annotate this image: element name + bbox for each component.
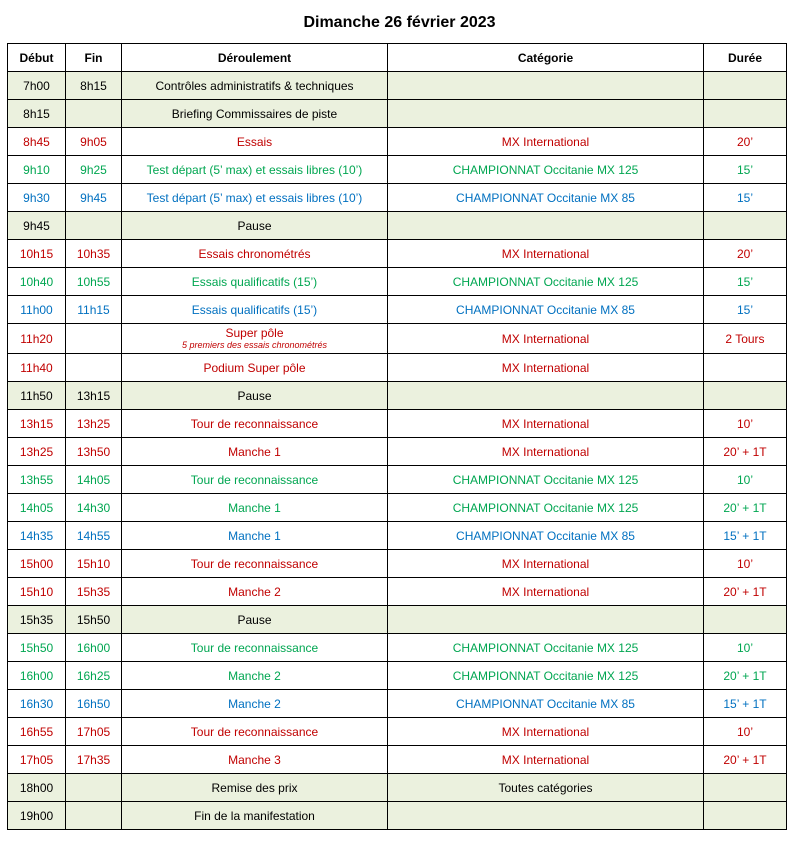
table-row <box>8 438 787 466</box>
cell-categorie <box>388 606 704 634</box>
table-row <box>8 240 787 268</box>
cell-fin: 17h05 <box>66 718 122 746</box>
cell-duree: 20’ + 1T <box>704 662 787 690</box>
cell-categorie: CHAMPIONNAT Occitanie MX 125 <box>388 662 704 690</box>
cell-debut: 15h50 <box>8 634 66 662</box>
cell-debut: 14h35 <box>8 522 66 550</box>
cell-deroulement: Briefing Commissaires de piste <box>122 100 388 128</box>
cell-duree: 15’ <box>704 268 787 296</box>
cell-deroulement: Podium Super pôle <box>122 354 388 382</box>
cell-deroulement: Manche 3 <box>122 746 388 774</box>
table-row <box>8 550 787 578</box>
header-fin: Fin <box>66 44 122 72</box>
cell-fin <box>66 354 122 382</box>
cell-debut: 10h15 <box>8 240 66 268</box>
cell-debut: 15h35 <box>8 606 66 634</box>
header-duree: Durée <box>704 44 787 72</box>
cell-debut: 11h40 <box>8 354 66 382</box>
cell-fin <box>66 212 122 240</box>
cell-duree <box>704 774 787 802</box>
cell-categorie: MX International <box>388 718 704 746</box>
cell-fin: 10h35 <box>66 240 122 268</box>
cell-duree: 15’ + 1T <box>704 522 787 550</box>
cell-debut: 11h20 <box>8 324 66 354</box>
cell-categorie <box>388 72 704 100</box>
cell-debut: 13h55 <box>8 466 66 494</box>
cell-duree <box>704 72 787 100</box>
cell-categorie: Toutes catégories <box>388 774 704 802</box>
cell-duree: 10’ <box>704 466 787 494</box>
table-row <box>8 72 787 100</box>
deroulement-label: Super pôle <box>225 326 284 340</box>
cell-fin: 9h05 <box>66 128 122 156</box>
cell-deroulement: Test départ (5’ max) et essais libres (10’) <box>122 156 388 184</box>
schedule-table <box>7 43 787 830</box>
cell-debut: 17h05 <box>8 746 66 774</box>
cell-categorie: MX International <box>388 410 704 438</box>
cell-categorie: CHAMPIONNAT Occitanie MX 125 <box>388 156 704 184</box>
cell-deroulement: Tour de reconnaissance <box>122 718 388 746</box>
cell-debut: 15h00 <box>8 550 66 578</box>
cell-debut: 8h45 <box>8 128 66 156</box>
cell-categorie <box>388 212 704 240</box>
cell-duree: 20’ + 1T <box>704 438 787 466</box>
table-row <box>8 156 787 184</box>
table-row <box>8 494 787 522</box>
cell-categorie: CHAMPIONNAT Occitanie MX 125 <box>388 466 704 494</box>
table-row <box>8 634 787 662</box>
cell-deroulement: Manche 1 <box>122 522 388 550</box>
cell-duree: 20’ + 1T <box>704 494 787 522</box>
cell-deroulement: Remise des prix <box>122 774 388 802</box>
cell-deroulement: Manche 2 <box>122 662 388 690</box>
cell-fin: 13h25 <box>66 410 122 438</box>
cell-deroulement: Pause <box>122 382 388 410</box>
cell-debut: 19h00 <box>8 802 66 830</box>
cell-categorie: MX International <box>388 438 704 466</box>
cell-fin: 15h10 <box>66 550 122 578</box>
header-deroulement: Déroulement <box>122 44 388 72</box>
cell-duree: 20’ <box>704 128 787 156</box>
cell-categorie: MX International <box>388 128 704 156</box>
cell-deroulement: Tour de reconnaissance <box>122 466 388 494</box>
cell-deroulement: Essais qualificatifs (15’) <box>122 268 388 296</box>
table-row <box>8 128 787 156</box>
cell-categorie: CHAMPIONNAT Occitanie MX 125 <box>388 268 704 296</box>
cell-deroulement: Contrôles administratifs & techniques <box>122 72 388 100</box>
table-row <box>8 354 787 382</box>
table-row <box>8 746 787 774</box>
table-header-row <box>8 44 787 72</box>
cell-deroulement: Essais qualificatifs (15’) <box>122 296 388 324</box>
cell-deroulement: Manche 2 <box>122 690 388 718</box>
cell-duree: 20’ <box>704 240 787 268</box>
cell-fin: 14h30 <box>66 494 122 522</box>
cell-duree: 10’ <box>704 410 787 438</box>
cell-categorie: CHAMPIONNAT Occitanie MX 85 <box>388 184 704 212</box>
cell-categorie: MX International <box>388 746 704 774</box>
cell-duree <box>704 100 787 128</box>
cell-debut: 10h40 <box>8 268 66 296</box>
cell-categorie: CHAMPIONNAT Occitanie MX 125 <box>388 494 704 522</box>
cell-categorie: MX International <box>388 550 704 578</box>
cell-categorie: CHAMPIONNAT Occitanie MX 85 <box>388 522 704 550</box>
cell-duree <box>704 802 787 830</box>
cell-categorie: CHAMPIONNAT Occitanie MX 85 <box>388 296 704 324</box>
cell-deroulement: Manche 1 <box>122 438 388 466</box>
table-row <box>8 578 787 606</box>
cell-duree <box>704 354 787 382</box>
table-row <box>8 662 787 690</box>
cell-debut: 18h00 <box>8 774 66 802</box>
table-row <box>8 296 787 324</box>
cell-fin: 16h50 <box>66 690 122 718</box>
cell-duree: 10’ <box>704 634 787 662</box>
cell-fin <box>66 774 122 802</box>
cell-fin: 15h50 <box>66 606 122 634</box>
cell-duree <box>704 606 787 634</box>
cell-fin: 8h15 <box>66 72 122 100</box>
cell-debut: 13h25 <box>8 438 66 466</box>
cell-categorie <box>388 100 704 128</box>
table-row <box>8 410 787 438</box>
cell-duree: 15’ <box>704 184 787 212</box>
cell-debut: 8h15 <box>8 100 66 128</box>
cell-categorie: MX International <box>388 578 704 606</box>
cell-duree: 20’ + 1T <box>704 746 787 774</box>
cell-debut: 13h15 <box>8 410 66 438</box>
cell-duree: 10’ <box>704 718 787 746</box>
cell-categorie: MX International <box>388 240 704 268</box>
cell-deroulement: Fin de la manifestation <box>122 802 388 830</box>
cell-fin: 17h35 <box>66 746 122 774</box>
cell-fin: 13h15 <box>66 382 122 410</box>
table-row <box>8 184 787 212</box>
cell-fin: 14h55 <box>66 522 122 550</box>
cell-fin <box>66 100 122 128</box>
deroulement-note: 5 premiers des essais chronométrés <box>181 340 328 350</box>
cell-fin: 11h15 <box>66 296 122 324</box>
table-row <box>8 802 787 830</box>
cell-deroulement <box>122 324 388 354</box>
cell-debut: 11h00 <box>8 296 66 324</box>
page-title: Dimanche 26 février 2023 <box>303 14 496 31</box>
cell-fin: 14h05 <box>66 466 122 494</box>
cell-duree <box>704 212 787 240</box>
table-row <box>8 522 787 550</box>
table-row <box>8 606 787 634</box>
table-row <box>8 718 787 746</box>
table-row <box>8 100 787 128</box>
header-debut: Début <box>8 44 66 72</box>
cell-deroulement: Tour de reconnaissance <box>122 550 388 578</box>
table-row <box>8 212 787 240</box>
table-row <box>8 268 787 296</box>
table-row <box>8 690 787 718</box>
cell-duree <box>704 382 787 410</box>
cell-fin <box>66 324 122 354</box>
cell-debut: 7h00 <box>8 72 66 100</box>
cell-fin: 9h45 <box>66 184 122 212</box>
cell-duree: 15’ + 1T <box>704 690 787 718</box>
cell-fin <box>66 802 122 830</box>
cell-duree: 15’ <box>704 296 787 324</box>
table-row <box>8 382 787 410</box>
cell-debut: 14h05 <box>8 494 66 522</box>
cell-deroulement: Test départ (5’ max) et essais libres (10’) <box>122 184 388 212</box>
header-categorie: Catégorie <box>388 44 704 72</box>
cell-fin: 15h35 <box>66 578 122 606</box>
cell-duree: 10’ <box>704 550 787 578</box>
cell-debut: 16h00 <box>8 662 66 690</box>
cell-debut: 16h55 <box>8 718 66 746</box>
cell-categorie: CHAMPIONNAT Occitanie MX 85 <box>388 690 704 718</box>
cell-deroulement: Essais <box>122 128 388 156</box>
cell-deroulement: Pause <box>122 212 388 240</box>
cell-fin: 13h50 <box>66 438 122 466</box>
table-row <box>8 774 787 802</box>
cell-deroulement: Tour de reconnaissance <box>122 634 388 662</box>
cell-duree: 15’ <box>704 156 787 184</box>
cell-debut: 9h30 <box>8 184 66 212</box>
cell-fin: 9h25 <box>66 156 122 184</box>
cell-debut: 11h50 <box>8 382 66 410</box>
cell-categorie: MX International <box>388 324 704 354</box>
cell-debut: 15h10 <box>8 578 66 606</box>
cell-duree: 20’ + 1T <box>704 578 787 606</box>
cell-duree: 2 Tours <box>704 324 787 354</box>
cell-debut: 9h10 <box>8 156 66 184</box>
cell-categorie: MX International <box>388 354 704 382</box>
cell-debut: 9h45 <box>8 212 66 240</box>
cell-deroulement: Pause <box>122 606 388 634</box>
cell-deroulement: Tour de reconnaissance <box>122 410 388 438</box>
schedule-body <box>8 72 787 830</box>
cell-deroulement: Manche 1 <box>122 494 388 522</box>
cell-debut: 16h30 <box>8 690 66 718</box>
cell-fin: 16h00 <box>66 634 122 662</box>
cell-fin: 16h25 <box>66 662 122 690</box>
table-row <box>8 466 787 494</box>
cell-categorie: CHAMPIONNAT Occitanie MX 125 <box>388 634 704 662</box>
cell-deroulement: Manche 2 <box>122 578 388 606</box>
cell-fin: 10h55 <box>66 268 122 296</box>
cell-categorie <box>388 802 704 830</box>
table-row <box>8 324 787 354</box>
cell-deroulement: Essais chronométrés <box>122 240 388 268</box>
cell-categorie <box>388 382 704 410</box>
